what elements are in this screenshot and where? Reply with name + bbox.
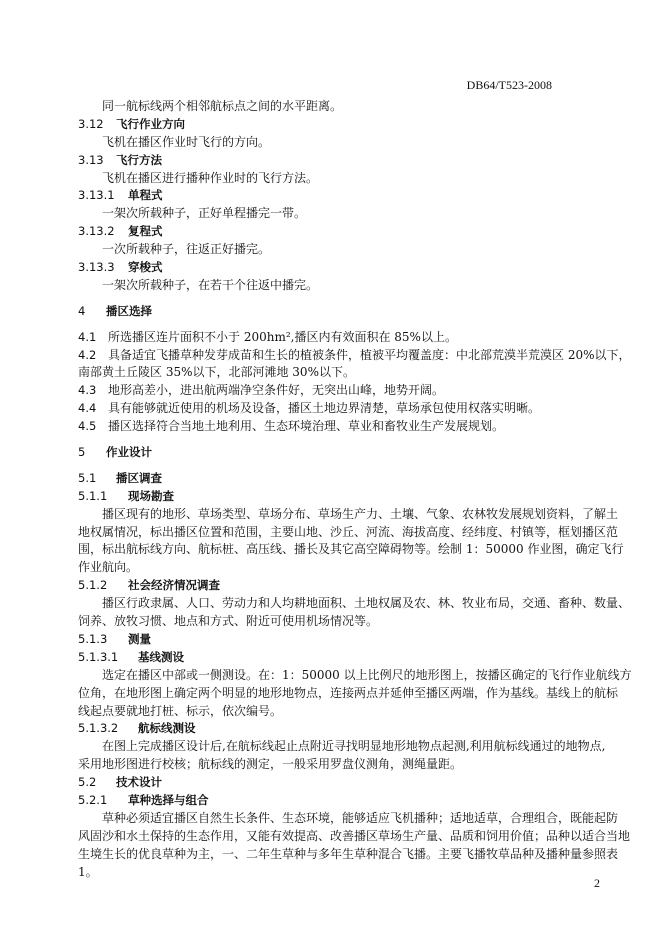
section-number: 5.1.3.1 [78,649,119,664]
section-title: 播区调查 [116,470,162,485]
clause-text: 具有能够就近使用的机场及设备，播区土地边界清楚，草场承包使用权落实明晰。 [108,401,541,416]
section-title: 复程式 [128,224,163,239]
section-heading [78,152,586,170]
paragraph-line: 南部黄土丘陵区 35%以下，北部河滩地 30%以下。 [78,365,355,380]
section-number: 5.1.1 [78,488,108,503]
clause-number: 4.4 [78,401,97,416]
section-heading [78,792,586,810]
section-number: 5.1.3.2 [78,721,119,736]
paragraph-line: 地权属情况，标出播区位置和范围，主要山地、沙丘、河流、海拔高度、经纬度、村镇等，框划播区范 [78,524,619,539]
section-heading [78,720,586,738]
clause-item [78,347,631,365]
section-number: 5.1 [78,470,97,485]
paragraph-line: 线起点要就地打桩、标示，依次编号。 [78,703,283,718]
clause-item [78,400,586,418]
paragraph-line: 作业航向。 [78,560,139,575]
section-title: 播区选择 [106,303,152,318]
section-number: 4 [78,303,86,318]
document-body [78,98,632,881]
section-heading [78,259,586,277]
section-number: 3.13.3 [78,260,115,275]
section-title: 作业设计 [106,445,152,460]
spacer [78,462,586,470]
section-heading [78,470,586,488]
paragraph-line: 播区现有的地形、草场类型、草场分布、草场生产力、土壤、气象、农林牧发展规划资料，了解土 [102,506,619,521]
clause-number: 4.3 [78,383,97,398]
paragraph-line: 选定在播区中部或一侧测设。在：1：50000 以上比例尺的地形图上，按播区确定的飞行作业航线方 [102,667,632,682]
paragraph-line: 同一航标线两个相邻航标点之间的水平距离。 [102,99,343,113]
paragraph-line: 在图上完成播区设计后,在航标线起止点附近寻找明显地形地物点起测,利用航标线通过的地物点, [102,739,606,754]
section-title: 现场勘查 [128,488,174,503]
section-heading [78,488,586,506]
section-title: 测量 [128,631,151,646]
paragraph-line: 一次所载种子，往返正好播完。 [102,242,271,257]
paragraph-line: 位角，在地形图上确定两个明显的地形地物点，连接两点并延伸至播区两端，作为基线。基线上的航标 [78,685,619,700]
clause-text: 播区选择符合当地土地利用、生态环境治理、草业和畜牧业生产发展规划。 [108,419,505,434]
section-title: 飞行方法 [116,152,162,167]
clause-text: 所选播区连片面积不小于 200hm²,播区内有效面积在 85%以上。 [108,329,457,344]
clause-text: 具备适宜飞播草种发芽成苗和生长的植被条件，植被平均覆盖度：中北部荒漠半荒漠区 20%以下， [108,347,631,362]
section-number: 3.12 [78,116,104,131]
section-title: 草种选择与组合 [128,792,209,807]
clause-item [78,329,586,347]
section-heading [78,444,586,462]
section-number: 5.1.3 [78,631,108,646]
spacer [78,436,586,444]
section-number: 5.2.1 [78,792,108,807]
clause-number: 4.5 [78,419,97,434]
section-heading [78,774,586,792]
section-title: 航标线测设 [138,721,196,736]
clause-number: 4.1 [78,329,97,344]
section-number: 5 [78,445,86,460]
spacer [78,295,586,303]
section-heading [78,577,586,595]
page-number: 2 [594,876,600,890]
section-heading [78,631,586,649]
document-code: DB64/T523-2008 [466,78,552,92]
section-heading [78,303,586,321]
paragraph-line: 飞机在播区进行播种作业时的飞行方法。 [102,170,319,185]
section-number: 3.13.1 [78,188,115,203]
clause-item [78,418,586,436]
section-heading [78,223,586,241]
section-title: 基线测设 [138,649,184,664]
section-title: 技术设计 [116,775,162,790]
clause-text: 地形高差小，进出航两端净空条件好，无突出山峰，地势开阔。 [108,383,445,398]
section-number: 5.1.2 [78,578,108,593]
paragraph-line: 生境生长的优良草种为主，一、二年生草种与多年生草种混合飞播。主要飞播牧草品种及播种量参照表 [78,846,619,861]
section-title: 社会经济情况调查 [128,578,220,593]
section-heading [78,187,586,205]
section-title: 飞行作业方向 [116,116,185,131]
paragraph-line: 草种必须适宜播区自然生长条件、生态环境，能够适应飞机播种；适地适草，合理组合，既能起防 [102,810,619,825]
paragraph-line: 一架次所载种子，在若干个往返中播完。 [102,277,319,292]
paragraph-line: 播区行政隶属、人口、劳动力和人均耕地面积、土地权属及农、林、牧业布局，交通、畜种、数量、 [102,596,631,611]
paragraph-line: 采用地形图进行校核；航标线的测定，一般采用罗盘仪测角，测绳量距。 [78,757,463,772]
paragraph-line: 风固沙和水土保持的生态作用，又能有效提高、改善播区草场生产量、品质和饲用价值；品种以适合当地 [78,828,631,843]
section-number: 3.13.2 [78,224,115,239]
paragraph-line: 1。 [78,864,98,879]
clause-item [78,382,586,400]
paragraph-line: 一架次所载种子，正好单程播完一带。 [102,206,307,221]
section-title: 单程式 [128,188,163,203]
section-number: 5.2 [78,775,97,790]
section-heading [78,116,586,134]
paragraph-line: 饲养、放牧习惯、地点和方式、附近可使用机场情况等。 [78,614,379,629]
clause-number: 4.2 [78,347,97,362]
section-number: 3.13 [78,152,104,167]
section-title: 穿梭式 [128,260,163,275]
paragraph-line: 围，标出航标线方向、航标桩、高压线、播长及其它高空障碍物等。绘制 1：50000 作业图，确定飞行 [78,542,624,557]
spacer [78,321,586,329]
paragraph-line: 飞机在播区作业时飞行的方向。 [102,134,271,149]
section-heading [78,649,586,667]
